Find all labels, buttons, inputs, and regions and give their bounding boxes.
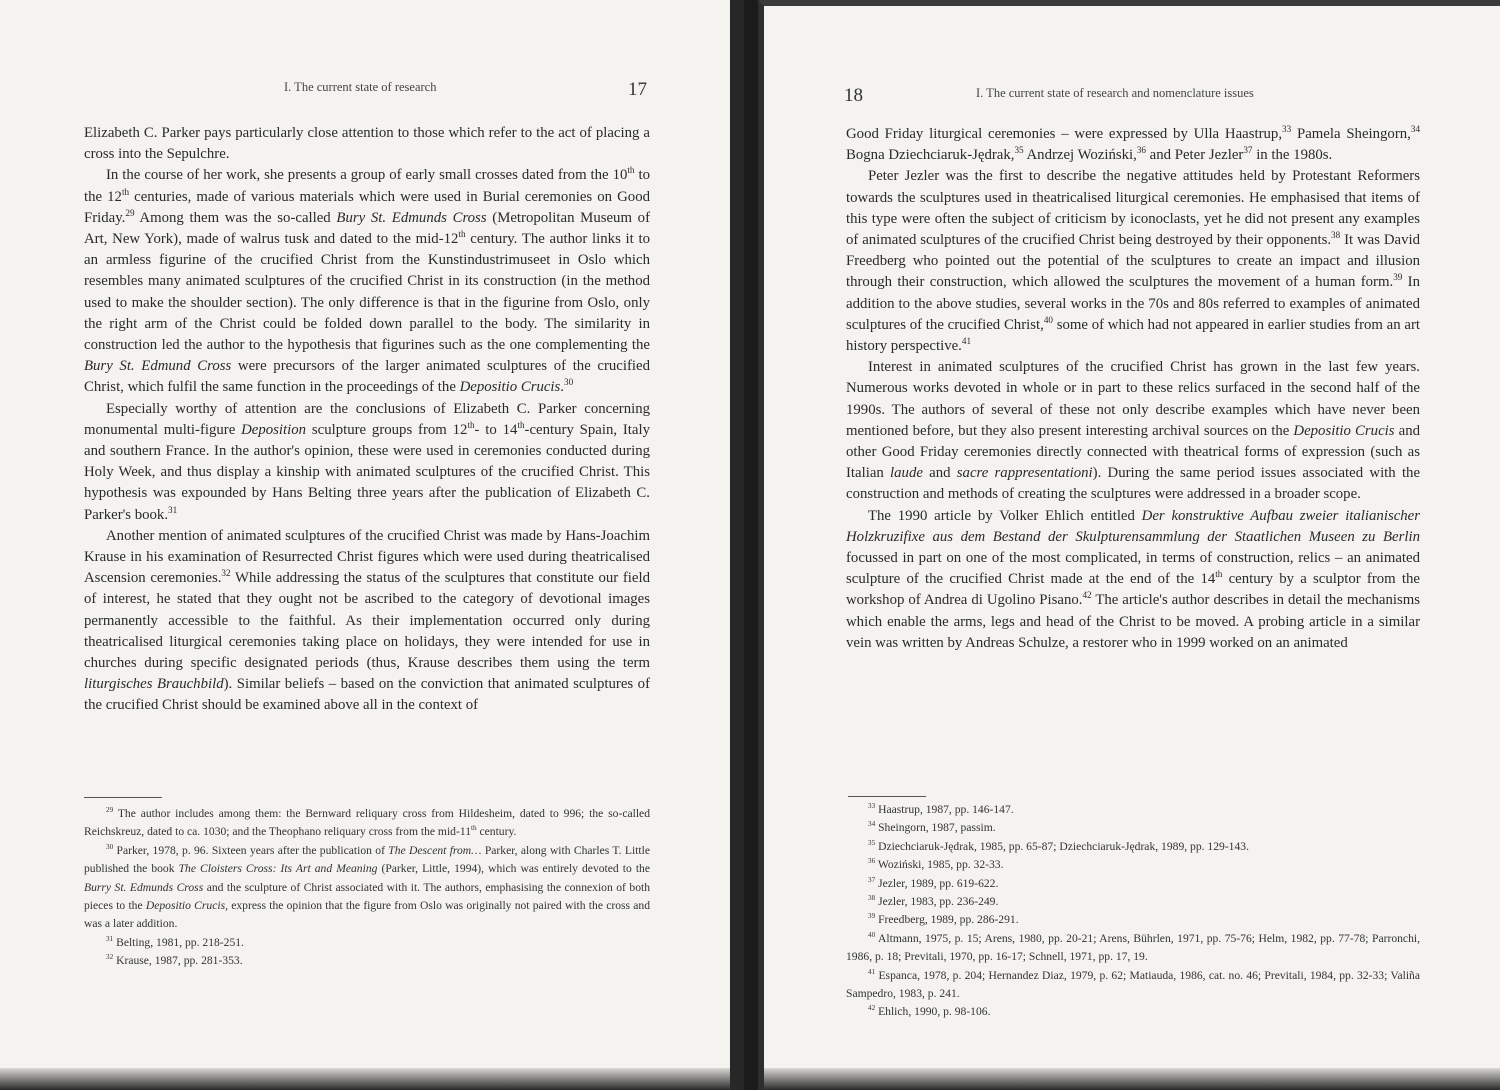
text-run: Among them was the so-called xyxy=(134,209,337,226)
text-run: and Peter Jezler xyxy=(1145,147,1244,164)
text-run: (Parker, Little, 1994), which was entirely devoted to the xyxy=(377,862,650,876)
superscript-marker: th xyxy=(458,229,466,240)
right-body-text xyxy=(846,124,1420,654)
paragraph xyxy=(846,357,1420,505)
superscript-marker: 42 xyxy=(1082,590,1092,601)
superscript-marker: 33 xyxy=(1282,124,1292,135)
superscript-marker: 31 xyxy=(168,504,178,515)
superscript-marker: 37 xyxy=(1243,145,1253,156)
superscript-marker: 39 xyxy=(1393,272,1403,283)
text-run: Jezler, 1989, pp. 619-622. xyxy=(875,876,999,890)
text-run: . xyxy=(560,379,564,396)
superscript-marker: 42 xyxy=(868,1004,876,1013)
italic-text: Depositio Crucis xyxy=(1293,422,1395,439)
italic-text: Bury St. Edmunds Cross xyxy=(336,209,487,226)
superscript-marker: 39 xyxy=(868,912,876,921)
left-page-shadow xyxy=(0,1068,730,1090)
superscript-marker: th xyxy=(467,419,475,430)
italic-text: Bury St. Edmund Cross xyxy=(84,358,232,375)
superscript-marker: 29 xyxy=(125,207,135,218)
text-run: Andrzej Woziński, xyxy=(1023,147,1137,164)
footnote xyxy=(84,842,650,934)
paragraph xyxy=(84,399,650,526)
text-run: The 1990 article by Volker Ehlich entitled xyxy=(868,507,1142,524)
superscript-marker: 35 xyxy=(868,838,876,847)
right-running-head: I. The current state of research and nomenclature issues xyxy=(976,86,1254,100)
right-footnotes xyxy=(846,801,1420,1022)
text-run: Dziechciaruk-Jędrak, 1985, pp. 65-87; Dziechciaruk-Jędrak, 1989, pp. 129-143. xyxy=(875,839,1249,853)
superscript-marker: th xyxy=(471,824,477,833)
superscript-marker: th xyxy=(1215,569,1223,580)
superscript-marker: th xyxy=(121,186,130,197)
text-run: Espanca, 1978, p. 204; Hernandez Diaz, 1979, p. 62; Matiauda, 1986, cat. no. 46; Previtali, 1984, pp. 32-33; Valiña Sampedro, 1983, p. 241. xyxy=(846,968,1420,1001)
footnote xyxy=(84,805,650,842)
superscript-marker: th xyxy=(517,419,525,430)
text-run: and xyxy=(922,465,957,482)
text-run: In addition to the above studies, several works in the 70s and 80s referred to examples of animated sculptures of the crucified Christ, xyxy=(846,274,1420,333)
text-run: Parker, along with Charles T. Little published the book xyxy=(84,843,650,876)
paragraph xyxy=(846,166,1420,357)
footnote xyxy=(846,911,1420,929)
footnote xyxy=(846,801,1420,819)
text-run: Pamela Sheingorn, xyxy=(1291,126,1411,142)
text-run: in the 1980s. xyxy=(1252,147,1333,164)
footnote xyxy=(846,893,1420,911)
superscript-marker: 34 xyxy=(868,820,876,829)
italic-text: Burry St. Edmunds Cross xyxy=(84,880,204,894)
text-run: Parker, 1978, p. 96. Sixteen years after the publication of xyxy=(113,843,389,857)
footnote xyxy=(846,838,1420,856)
text-run: and the sculpture of Christ associated with it. The authors, emphasising the connexion of both pieces to the xyxy=(84,880,651,913)
superscript-marker: 31 xyxy=(106,934,114,943)
text-run: It was David Freedberg who pointed out the potential of the sculptures to create an impact and illusion through their construction, which allowed the sculptures the movement of a human form. xyxy=(846,232,1421,291)
left-page xyxy=(0,0,744,1090)
text-run: In the course of her work, she presents a group of early small crosses dated from the 10 xyxy=(106,167,628,184)
paragraph xyxy=(84,123,650,165)
text-run: -century Spain, Italy and southern France. In the author's opinion, these were used in ceremonies conducted during Holy Week, and thus display a kinship with animated sculptures of the crucified Christ. This hypothesis was expounded by Hans Belting three years after the publication of Elizabeth C. Parker's book. xyxy=(84,421,650,523)
italic-text: Der konstruktive Aufbau zweier italianischer Holzkruzifixe aus dem Bestand der Skulpturensammlung der Staatlichen Museen zu Berlin xyxy=(846,507,1420,545)
text-run: to the 12 xyxy=(84,167,650,205)
superscript-marker: 33 xyxy=(868,802,876,811)
superscript-marker: 37 xyxy=(868,875,876,884)
text-run: century by a sculptor from the workshop of Andrea di Ugolino Pisano. xyxy=(846,571,1420,609)
text-run: Especially worthy of attention are the conclusions of Elizabeth C. Parker concerning monumental multi-figure xyxy=(84,400,650,438)
superscript-marker: 36 xyxy=(868,857,876,866)
text-run: Jezler, 1983, pp. 236-249. xyxy=(875,895,999,909)
right-page-number: 18 xyxy=(844,85,863,106)
superscript-marker: 41 xyxy=(961,336,972,347)
text-run: , express the opinion that the figure from Oslo was originally not paired with the cross and was a later addition. xyxy=(84,899,650,931)
italic-text: The Descent from… xyxy=(388,843,482,857)
italic-text: The Cloisters Cross: Its Art and Meaning xyxy=(178,862,378,876)
italic-text: liturgisches Brauchbild xyxy=(84,676,224,693)
text-run: Bogna Dziechciaruk-Jędrak, xyxy=(846,147,1015,164)
italic-text: Depositio Crucis xyxy=(459,379,561,396)
paragraph xyxy=(846,124,1420,166)
footnote xyxy=(846,967,1420,1004)
superscript-marker: 38 xyxy=(1331,230,1341,241)
paragraph xyxy=(84,526,650,717)
text-run: and other Good Friday ceremonies directly connected with theatrical forms of expression (such as Italian xyxy=(846,422,1420,482)
superscript-marker: 38 xyxy=(868,894,876,903)
italic-text: Deposition xyxy=(241,421,307,438)
text-run: The article's author describes in detail the mechanisms which enable the arms, legs and head of the Christ to be moved. A probing article in a similar vein was written by Andreas Schulze, a restorer who in 1999 worked on an animated xyxy=(846,592,1420,651)
text-run: Haastrup, 1987, pp. 146-147. xyxy=(875,803,1014,816)
left-running-head: I. The current state of research xyxy=(284,80,437,94)
text-run: Freedberg, 1989, pp. 286-291. xyxy=(875,913,1019,927)
left-body-text xyxy=(84,123,650,717)
text-run: Peter Jezler was the first to describe the negative attitudes held by Protestant Reformers towards the sculptures used in theatricalised liturgical ceremonies. He emphasised that items of this type were often the subject of criticism by iconoclasts, yet he did not present any examples of animated sculptures of the crucified Christ being destroyed by their opponents. xyxy=(846,168,1420,249)
text-run: Krause, 1987, pp. 281-353. xyxy=(113,954,243,968)
superscript-marker: 40 xyxy=(868,930,876,939)
text-run: Belting, 1981, pp. 218-251. xyxy=(113,935,244,949)
footnote xyxy=(846,819,1420,837)
left-footnote-rule xyxy=(84,797,162,798)
text-run: century. The author links it to an armless figurine of the crucified Christ from the Kunstindustrimuseet in Oslo which resembles many animated sculptures of the crucified Christ in its construction (in the method used to make the shoulder section). The only difference is that in the figurine from Oslo, only the right arm of the Christ could be folded down parallel to the body. The similarity in construction led the author to the hypothesis that figurines such as the one complementing the xyxy=(84,231,650,354)
text-run: were precursors of the larger animated sculptures of the crucified Christ, which fulfil the same function in the proceedings of the xyxy=(84,358,650,396)
text-run: Ehlich, 1990, p. 98-106. xyxy=(875,1005,991,1019)
text-run: - to 14 xyxy=(474,421,518,438)
footnote xyxy=(846,930,1420,967)
text-run: centuries, made of various materials which were used in Burial ceremonies on Good Friday. xyxy=(84,188,651,226)
text-run: sculpture groups from 12 xyxy=(306,421,468,438)
text-run: Interest in animated sculptures of the crucified Christ has grown in the last few years. Numerous works devoted in whole or in part to these relics surfaced in the second half of the 1990s. The authors of several of these not only describe examples which have never been mentioned before, but they also present interesting archival sources on the xyxy=(846,359,1420,439)
text-run: While addressing the status of the sculptures that constitute our field of interest, he stated that they ought not be ascribed to the category of devotional images permanently accessible to the faithful. As their implementation occurred only during theatricalised liturgical ceremonies taking place on holidays, they were intended for use in churches during specific designated periods (thus, Krause describes them using the term xyxy=(84,570,650,672)
left-footnotes xyxy=(84,805,650,971)
text-run: Altmann, 1975, p. 15; Arens, 1980, pp. 20-21; Arens, Bührlen, 1971, pp. 75-76; Helm, 1982, pp. 77-78; Parronchi, 1986, p. 18; Previtali, 1970, pp. 16-17; Schnell, 1971, pp. 17, 19. xyxy=(846,931,1420,964)
superscript-marker: 40 xyxy=(1043,314,1053,325)
paragraph xyxy=(846,506,1420,654)
text-run: ). Similar beliefs – based on the conviction that animated sculptures of the crucified Christ should be examined above all in the context of xyxy=(84,676,650,714)
superscript-marker: th xyxy=(627,165,635,176)
right-footnote-rule xyxy=(848,796,926,797)
superscript-marker: 30 xyxy=(564,377,574,388)
text-run: Another mention of animated sculptures of the crucified Christ was made by Hans-Joachim Krause in his examination of Resurrected Christ figures which were used during theatricalised Ascension ceremonies. xyxy=(84,527,650,587)
footnote xyxy=(846,1003,1420,1021)
text-run: The author includes among them: the Bernward reliquary cross from Hildesheim, dated to 996; the so-called Reichskreuz, dated to ca. 1030; and the Theophano reliquary cross from the mid-11 xyxy=(84,807,650,839)
superscript-marker: 29 xyxy=(106,806,114,815)
superscript-marker: 35 xyxy=(1014,145,1024,156)
text-run: Sheingorn, 1987, passim. xyxy=(875,821,996,835)
right-page xyxy=(758,0,1500,1090)
footnote xyxy=(846,856,1420,874)
superscript-marker: 32 xyxy=(106,953,114,962)
footnote xyxy=(84,934,650,952)
footnote xyxy=(846,875,1420,893)
text-run: (Metropolitan Museum of Art, New York), made of walrus tusk and dated to the mid-12 xyxy=(84,209,650,248)
left-page-number: 17 xyxy=(628,79,647,100)
superscript-marker: 36 xyxy=(1136,145,1146,156)
text-run: ). During the same period issues associated with the construction and methods of creating the sculptures were addressed in a broader scope. xyxy=(846,465,1421,503)
superscript-marker: 30 xyxy=(106,842,114,851)
text-run: Woziński, 1985, pp. 32-33. xyxy=(875,858,1004,872)
text-run: focussed in part on one of the most complicated, in terms of construction, relics – an animated sculpture of the crucified Christ made at the end of the 14 xyxy=(846,550,1420,588)
italic-text: sacre rappresentationi xyxy=(956,465,1093,482)
text-run: century. xyxy=(476,825,517,839)
right-page-shadow xyxy=(764,1068,1500,1090)
superscript-marker: 41 xyxy=(868,967,876,976)
italic-text: laude xyxy=(890,465,923,482)
superscript-marker: 34 xyxy=(1410,124,1421,135)
text-run: Good Friday liturgical ceremonies – were expressed by Ulla Haastrup, xyxy=(846,126,1283,142)
footnote xyxy=(84,952,650,970)
italic-text: Depositio Crucis xyxy=(145,899,226,913)
text-run: some of which had not appeared in earlier studies from an art history perspective. xyxy=(846,316,1420,355)
text-run: Elizabeth C. Parker pays particularly close attention to those which refer to the act of placing a cross into the Sepulchre. xyxy=(84,125,650,163)
paragraph xyxy=(84,165,650,398)
superscript-marker: 32 xyxy=(221,568,231,579)
